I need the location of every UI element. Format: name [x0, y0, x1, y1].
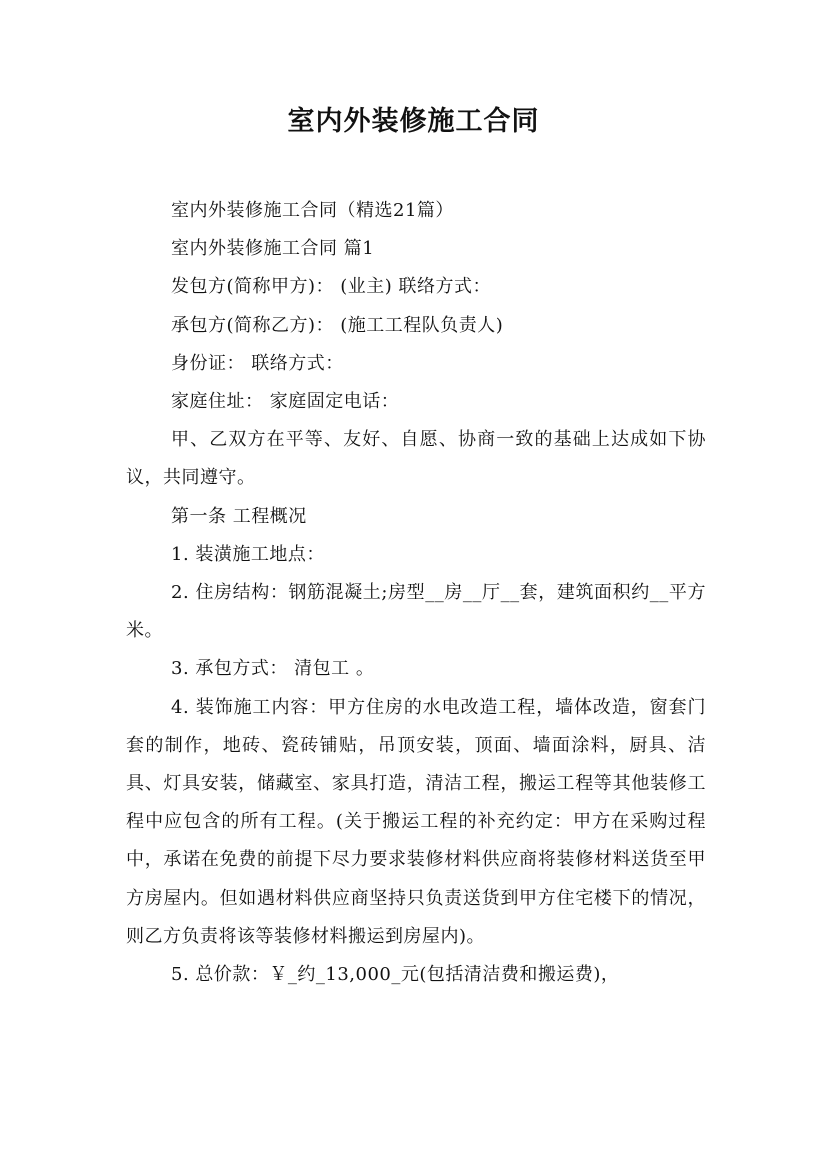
paragraph-party-a: 发包方(简称甲方)： (业主) 联络方式：	[171, 276, 492, 298]
paragraph-id-card: 身份证： 联络方式：	[171, 352, 344, 374]
paragraph-home-address: 家庭住址： 家庭固定电话：	[171, 391, 400, 413]
paragraph-section-heading: 室内外装修施工合同 篇1	[171, 238, 375, 260]
paragraph-item-3: 3. 承包方式： 清包工 。	[171, 658, 375, 680]
paragraph-subtitle: 室内外装修施工合同（精选21篇）	[171, 200, 454, 221]
document-title: 室内外装修施工合同	[287, 106, 540, 137]
paragraph-item-4: 4. 装饰施工内容：甲方住房的水电改造工程，墙体改造，窗套门套的制作，地砖、瓷砖铺贴，吊顶安装，顶面、墙面涂料，厨具、洁具、灯具安装，储藏室、家具打造，清洁工程，搬运工程等其他装修工程中应包含的所有工程。(关于搬运工程的补充约定：甲方在采购过程中，承诺在免费的前提下尽力要求装修材料供应商将装修材料送货至甲方房屋内。但如遇材料供应商坚持只负责送货到甲方住宅楼下的情况，则乙方负责将该等装修材料搬运到房屋内)。	[126, 696, 706, 947]
paragraph-item-5: 5. 总价款：￥_约_13,000_元(包括清洁费和搬运费)，	[171, 964, 620, 986]
document-body	[126, 192, 706, 994]
paragraph-agreement-intro: 甲、乙双方在平等、友好、自愿、协商一致的基础上达成如下协议，共同遵守。	[126, 429, 706, 489]
paragraph-item-1: 1. 装潢施工地点：	[171, 543, 325, 565]
paragraph-item-2: 2. 住房结构：钢筋混凝土;房型__房__厅__套，建筑面积约__平方米。	[126, 582, 706, 642]
paragraph-party-b: 承包方(简称乙方)： (施工工程队负责人)	[171, 314, 504, 336]
paragraph-article-one: 第一条 工程概况	[171, 505, 307, 527]
